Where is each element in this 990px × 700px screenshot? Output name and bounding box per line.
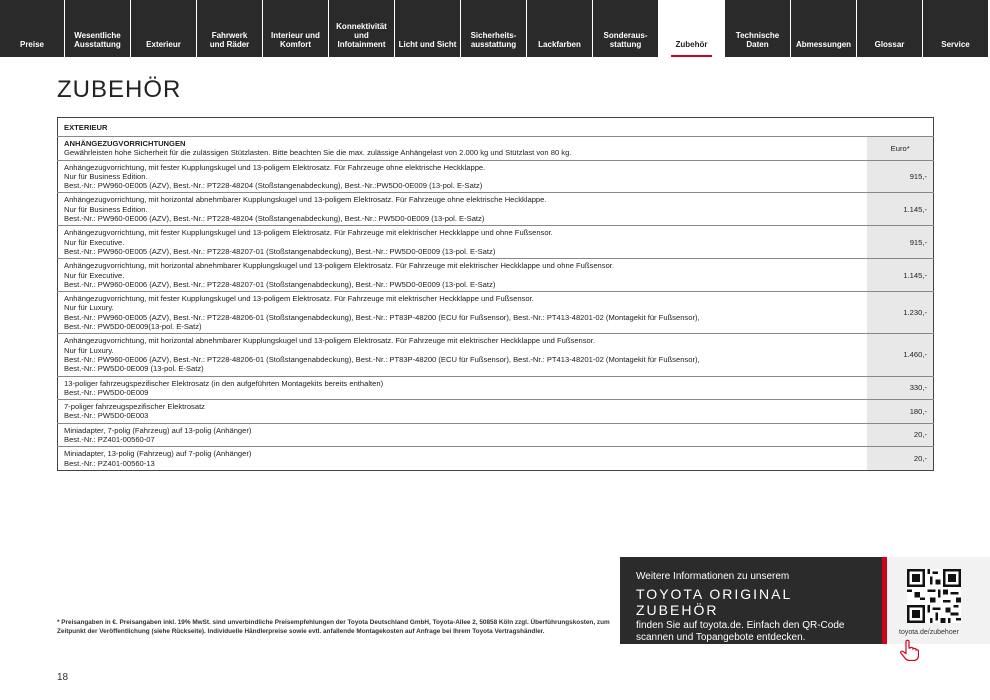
item-title: Miniadapter, 7-polig (Fahrzeug) auf 13-polig (Anhänger) [64, 425, 252, 435]
item-price: 20,- [867, 447, 933, 471]
nav-tab-label: Service [941, 40, 970, 49]
nav-tab-label: Konnektivität und Infotainment [336, 22, 387, 49]
item-description [58, 400, 868, 424]
nav-tab[interactable] [263, 0, 328, 57]
item-title: Anhängezugvorrichtung, mit fester Kupplungskugel und 13-poligem Elektrosatz. Für Fahrzeuge ohne elektrische Heckklappe. [64, 162, 486, 172]
nav-tab[interactable] [329, 0, 394, 57]
item-detail: Nur für Executive. [64, 237, 125, 247]
item-detail: Best.-Nr.: PW960-0E005 (AZV), Best.-Nr.: PT228-48206-01 (Stoßstangenabdeckung), Best.-Nr.: PT83P-48200 (ECU für Fußsensor), Best.-Nr.: PT413-48201-02 (Montagekit für Fußsensor), [64, 312, 700, 322]
item-description [58, 447, 868, 471]
group-description: Gewährleisten hohe Sicherheit für die zulässigen Stützlasten. Bitte beachten Sie die max. zulässige Anhängelast von 2.000 kg und Stützlast von 80 kg. [64, 148, 572, 158]
item-price: 330,- [867, 376, 933, 400]
item-detail: Best.-Nr.: PW5D0-0E009 [64, 387, 149, 397]
nav-tab-label: Sonderaus- stattung [603, 31, 648, 49]
info-box [620, 557, 990, 644]
item-detail: Best.-Nr.: PZ401-00560-13 [64, 458, 155, 468]
item-title: 13-poliger fahrzeugspezifischer Elektrosatz (in den aufgeführten Montagekits bereits enthalten) [64, 378, 384, 388]
info-brand: TOYOTA ORIGINAL ZUBEHÖR [636, 586, 792, 618]
qr-panel[interactable] [887, 557, 990, 644]
item-title: Anhängezugvorrichtung, mit fester Kupplungskugel und 13-poligem Elektrosatz. Für Fahrzeuge mit elektrischer Heckklappe und Fußsensor. [64, 294, 534, 304]
item-detail: Best.-Nr.: PZ401-00560-07 [64, 435, 155, 445]
item-price: 1.145,- [867, 259, 933, 292]
nav-tab-label: Technische Daten [735, 31, 780, 49]
table-row [58, 334, 934, 376]
table-row [58, 193, 934, 226]
table-row [58, 447, 934, 471]
nav-tab[interactable] [65, 0, 130, 57]
item-detail: Nur für Luxury. [64, 345, 114, 355]
item-price: 20,- [867, 423, 933, 447]
table-row [58, 226, 934, 259]
item-title: Miniadapter, 13-polig (Fahrzeug) auf 7-polig (Anhänger) [64, 449, 252, 459]
table-row [58, 376, 934, 400]
item-detail: Best.-Nr.: PW960-0E005 (AZV), Best.-Nr.: PT228-48204 (Stoßstangenabdeckung), Best.-Nr.:PW5D0-0E009 (13-pol. E-Satz) [64, 181, 483, 191]
nav-tab-label: Exterieur [146, 40, 181, 49]
table-row [58, 423, 934, 447]
hand-pointer-icon [899, 639, 919, 661]
nav-tab-label: Zubehör [675, 40, 708, 49]
table-row [58, 292, 934, 334]
item-detail: Best.-Nr.: PW5D0-0E003 [64, 411, 149, 421]
nav-tab[interactable] [0, 0, 64, 57]
nav-tab-label: Glossar [874, 40, 905, 49]
top-navigation [0, 0, 990, 57]
group-header-row [58, 137, 934, 161]
item-description [58, 226, 868, 259]
table-row [58, 259, 934, 292]
item-detail: Nur für Business Edition. [64, 204, 148, 214]
nav-tab[interactable] [857, 0, 922, 57]
nav-tab[interactable] [461, 0, 526, 57]
item-description [58, 160, 868, 193]
footnote: * Preisangaben in €. Preisangaben inkl. 19% MwSt. sind unverbindliche Preisempfehlungen der Toyota Deutschland GmbH, Toyota-Allee 2, 50858 Köln zzgl. Überführungskosten, zum Zeitpunkt der Veröffentlichung (siehe Rückseite). Individuelle Händlerpreise sowie evtl. anfallende Montagekosten auf Anfrage bei Ihrem Toyota Vertragshändler. [57, 619, 610, 635]
nav-tab[interactable] [395, 0, 460, 57]
nav-tab-label: Sicherheits- ausstattung [470, 31, 517, 49]
qr-code-icon[interactable] [907, 569, 961, 623]
item-description [58, 259, 868, 292]
nav-tab-label: Fahrwerk und Räder [209, 31, 250, 49]
group-header [58, 137, 868, 161]
item-detail: Nur für Business Edition. [64, 171, 148, 181]
item-detail: Best.-Nr.: PW5D0-0E009 (13-pol. E-Satz) [64, 364, 204, 374]
nav-tab-label: Interieur und Komfort [271, 31, 320, 49]
nav-tab[interactable] [593, 0, 658, 57]
item-price: 180,- [867, 400, 933, 424]
section-title: EXTERIEUR [58, 118, 934, 137]
item-title: 7-poliger fahrzeugspezifischer Elektrosatz [64, 402, 205, 412]
table-row [58, 160, 934, 193]
item-description [58, 376, 868, 400]
currency-header: Euro* [867, 137, 933, 161]
item-price: 1.145,- [867, 193, 933, 226]
nav-tab-label: Wesentliche Ausstattung [74, 31, 121, 49]
nav-tab[interactable] [131, 0, 196, 57]
nav-tab-label: Licht und Sicht [398, 40, 457, 49]
nav-tab-label: Abmessungen [795, 40, 852, 49]
nav-tab[interactable] [527, 0, 592, 57]
info-text-block [620, 557, 882, 644]
item-title: Anhängezugvorrichtung, mit horizontal abnehmbarer Kupplungskugel und 13-poligem Elektrosatz. Für Fahrzeuge mit elektrischer Heckklappe und ohne Fußsensor. [64, 261, 615, 271]
item-detail: Best.-Nr.: PW5D0-0E009(13-pol. E-Satz) [64, 322, 202, 332]
info-text: finden Sie auf toyota.de. Einfach den QR-Code scannen und Topangebote entdecken. [636, 620, 845, 643]
item-detail: Best.-Nr.: PW960-0E005 (AZV), Best.-Nr.: PT228-48207-01 (Stoßstangenabdeckung), Best.-Nr.: PW5D0-0E009 (13-pol. E-Satz) [64, 246, 496, 256]
item-price: 915,- [867, 226, 933, 259]
section-header-row [58, 118, 934, 137]
item-title: Anhängezugvorrichtung, mit horizontal abnehmbarer Kupplungskugel und 13-poligem Elektrosatz. Für Fahrzeuge ohne elektrische Heckklappe. [64, 195, 547, 205]
nav-tab[interactable] [923, 0, 988, 57]
item-detail: Best.-Nr.: PW960-0E006 (AZV), Best.-Nr.: PT228-48207-01 (Stoßstangenabdeckung), Best.-Nr.: PW5D0-0E009 (13-pol. E-Satz) [64, 279, 496, 289]
nav-tab[interactable] [197, 0, 262, 57]
nav-tab[interactable] [659, 0, 724, 57]
item-price: 915,- [867, 160, 933, 193]
item-price: 1.460,- [867, 334, 933, 376]
item-detail: Nur für Luxury. [64, 303, 114, 313]
info-intro: Weitere Informationen zu unserem [636, 571, 790, 582]
item-detail: Nur für Executive. [64, 270, 125, 280]
item-description [58, 423, 868, 447]
page-title: ZUBEHÖR [57, 76, 182, 103]
item-description [58, 292, 868, 334]
group-title: ANHÄNGEZUGVORRICHTUNGEN [64, 139, 186, 148]
nav-tab[interactable] [725, 0, 790, 57]
item-title: Anhängezugvorrichtung, mit fester Kupplungskugel und 13-poligem Elektrosatz. Für Fahrzeuge mit elektrischer Heckklappe und ohne Fußsensor. [64, 228, 553, 238]
nav-tab-label: Lackfarben [538, 40, 581, 49]
qr-url-label[interactable]: toyota.de/zubehoer [899, 629, 959, 636]
item-description [58, 193, 868, 226]
item-description [58, 334, 868, 376]
page-number: 18 [57, 672, 69, 683]
item-title: Anhängezugvorrichtung, mit horizontal abnehmbarer Kupplungskugel und 13-poligem Elektrosatz. Für Fahrzeuge mit elektrischer Heckklappe und Fußsensor. [64, 336, 596, 346]
nav-tab-label: Preise [19, 40, 45, 49]
item-price: 1.230,- [867, 292, 933, 334]
item-detail: Best.-Nr.: PW960-0E006 (AZV), Best.-Nr.: PT228-48206-01 (Stoßstangenabdeckung), Best.-Nr.: PT83P-48200 (ECU für Fußsensor), Best.-Nr.: PT413-48201-02 (Montagekit für Fußsensor), [64, 354, 700, 364]
accessories-table [57, 117, 934, 471]
nav-tab[interactable] [791, 0, 856, 57]
table-row [58, 400, 934, 424]
item-detail: Best.-Nr.: PW960-0E006 (AZV), Best.-Nr.: PT228-48204 (Stoßstangenabdeckung), Best.-Nr.: PW5D0-0E009 (13-pol. E-Satz) [64, 214, 485, 224]
